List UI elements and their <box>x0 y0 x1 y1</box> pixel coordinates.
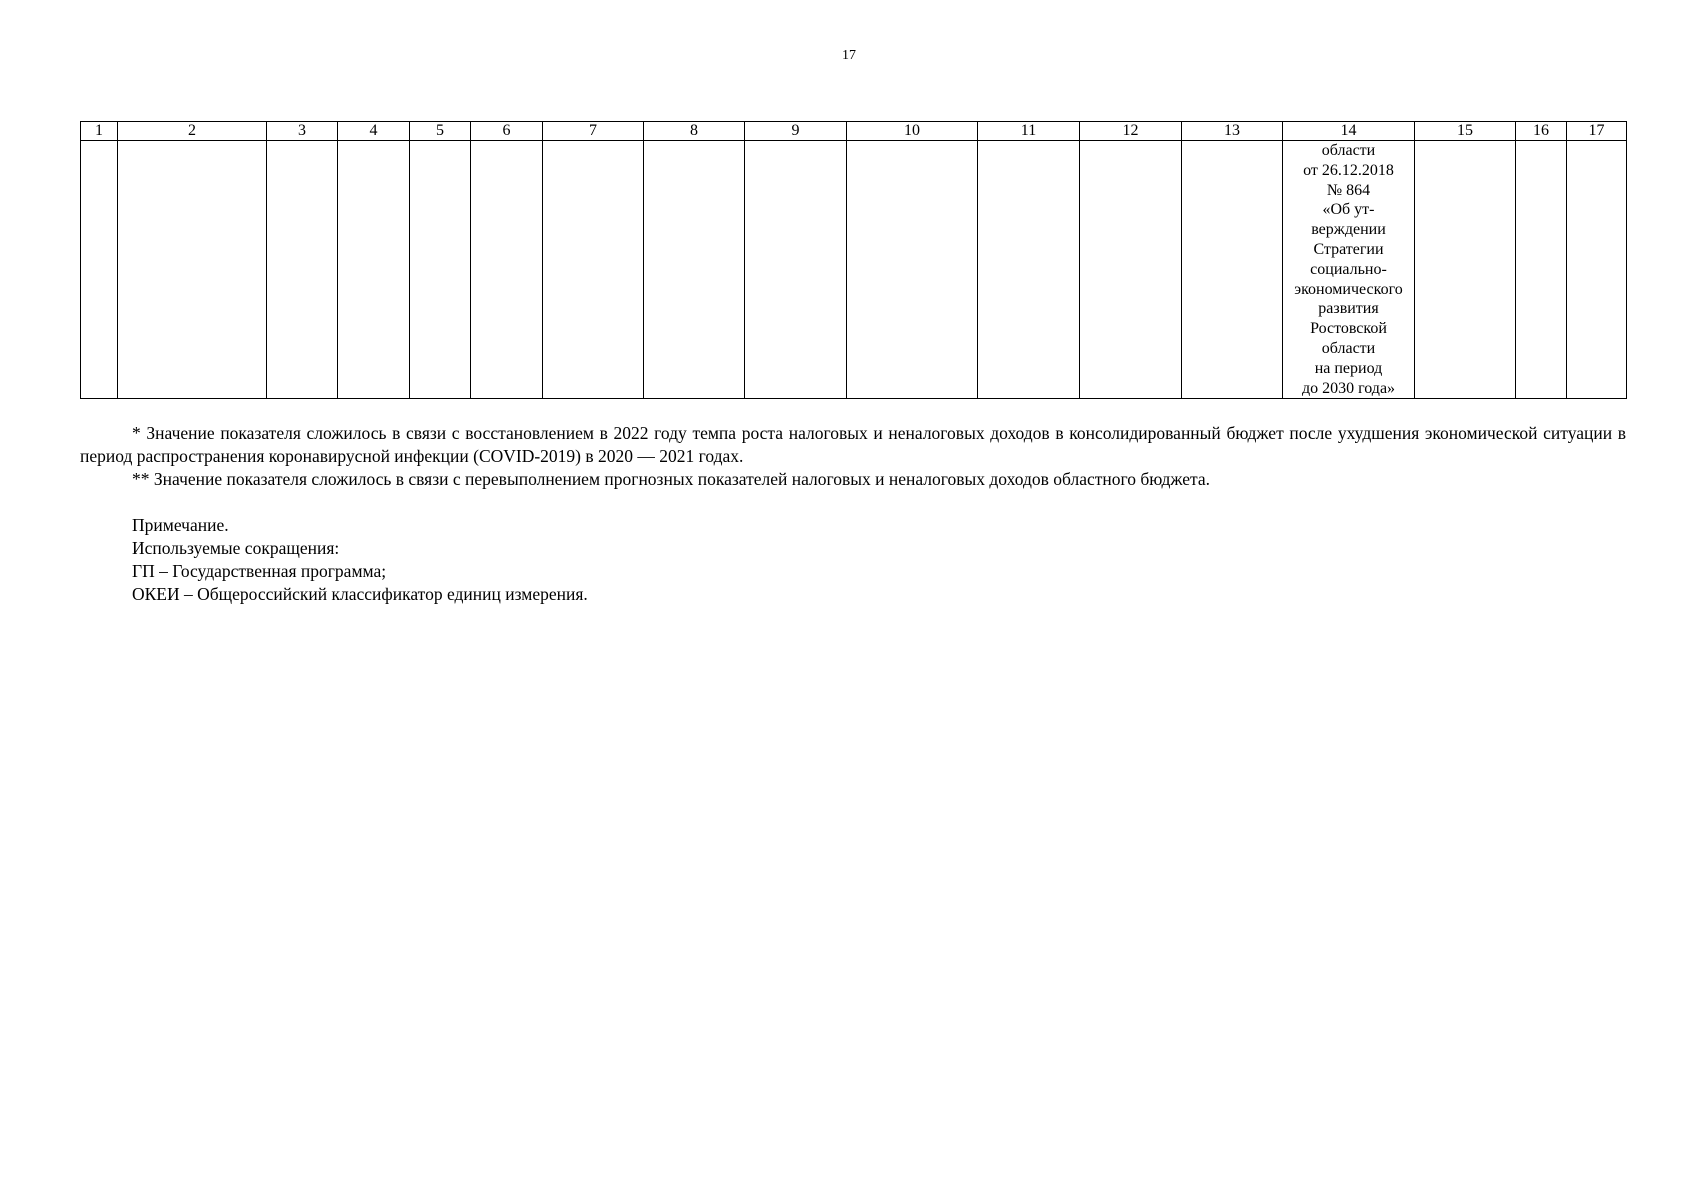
cell-text-line: верждении <box>1311 221 1386 239</box>
cell-text-line: социально- <box>1310 260 1387 278</box>
table-cell <box>81 141 118 399</box>
cell-text-line: до 2030 года» <box>1301 379 1396 397</box>
table-cell <box>471 141 543 399</box>
footnote-single-asterisk: * Значение показателя сложилось в связи с восстановлением в 2022 году темпа роста налоговых и неналоговых доходов в консолидированный бюджет после ухудшения экономической ситуации в период распространения коронавирусной инфекции (COVID-2019) в 2020 — 2021 годах. <box>80 423 1626 466</box>
cell-text-line: Стратегии <box>1313 240 1384 258</box>
table-cell <box>543 141 644 399</box>
column-header: 16 <box>1516 122 1567 141</box>
table-cell <box>1182 141 1283 399</box>
column-header: 2 <box>118 122 267 141</box>
column-header: 12 <box>1080 122 1182 141</box>
table-cell <box>745 141 847 399</box>
column-header: 6 <box>471 122 543 141</box>
table-cell <box>1415 141 1516 399</box>
remarks-subtitle: Используемые сокращения: <box>132 538 340 558</box>
table-row <box>81 141 1627 399</box>
cell-text-line: развития <box>1318 300 1379 318</box>
table-cell <box>267 141 338 399</box>
column-header: 5 <box>410 122 471 141</box>
column-header: 10 <box>847 122 978 141</box>
table-cell <box>410 141 471 399</box>
table-cell <box>1516 141 1567 399</box>
column-header: 3 <box>267 122 338 141</box>
cell-text-line: «Об ут- <box>1322 201 1375 219</box>
column-header: 4 <box>338 122 410 141</box>
table-cell <box>644 141 745 399</box>
cell-text-line: № 864 <box>1326 181 1371 199</box>
column-header: 1 <box>81 122 118 141</box>
table-cell-col-14 <box>1283 141 1415 399</box>
cell-text-line: на период <box>1314 359 1383 377</box>
table-cell <box>847 141 978 399</box>
cell-text-line: области <box>1321 339 1376 357</box>
table-cell <box>338 141 410 399</box>
table-cell <box>978 141 1080 399</box>
table-cell <box>118 141 267 399</box>
remarks-section <box>132 514 588 606</box>
footnote-double-asterisk: ** Значение показателя сложилось в связи с перевыполнением прогнозных показателей налоговых и неналоговых доходов областного бюджета. <box>132 469 1210 489</box>
table-cell <box>1080 141 1182 399</box>
column-header: 7 <box>543 122 644 141</box>
column-header: 15 <box>1415 122 1516 141</box>
cell-text-line: области <box>1321 142 1376 159</box>
abbreviation-item: ГП – Государственная программа; <box>132 561 387 581</box>
cell-text-line: Ростовской <box>1310 320 1387 338</box>
footnotes <box>80 422 1626 491</box>
column-header: 8 <box>644 122 745 141</box>
remarks-title: Примечание. <box>132 515 229 535</box>
column-header: 11 <box>978 122 1080 141</box>
column-header: 9 <box>745 122 847 141</box>
cell-text-line: от 26.12.2018 <box>1303 161 1394 179</box>
table-header-row <box>81 122 1627 141</box>
abbreviation-item: ОКЕИ – Общероссийский классификатор единиц измерения. <box>132 584 588 604</box>
page-number: 17 <box>842 48 856 63</box>
table-cell <box>1567 141 1627 399</box>
column-header: 14 <box>1283 122 1415 141</box>
cell-text-line: экономического <box>1294 280 1403 298</box>
column-header: 17 <box>1567 122 1627 141</box>
data-table <box>80 121 1627 399</box>
column-header: 13 <box>1182 122 1283 141</box>
